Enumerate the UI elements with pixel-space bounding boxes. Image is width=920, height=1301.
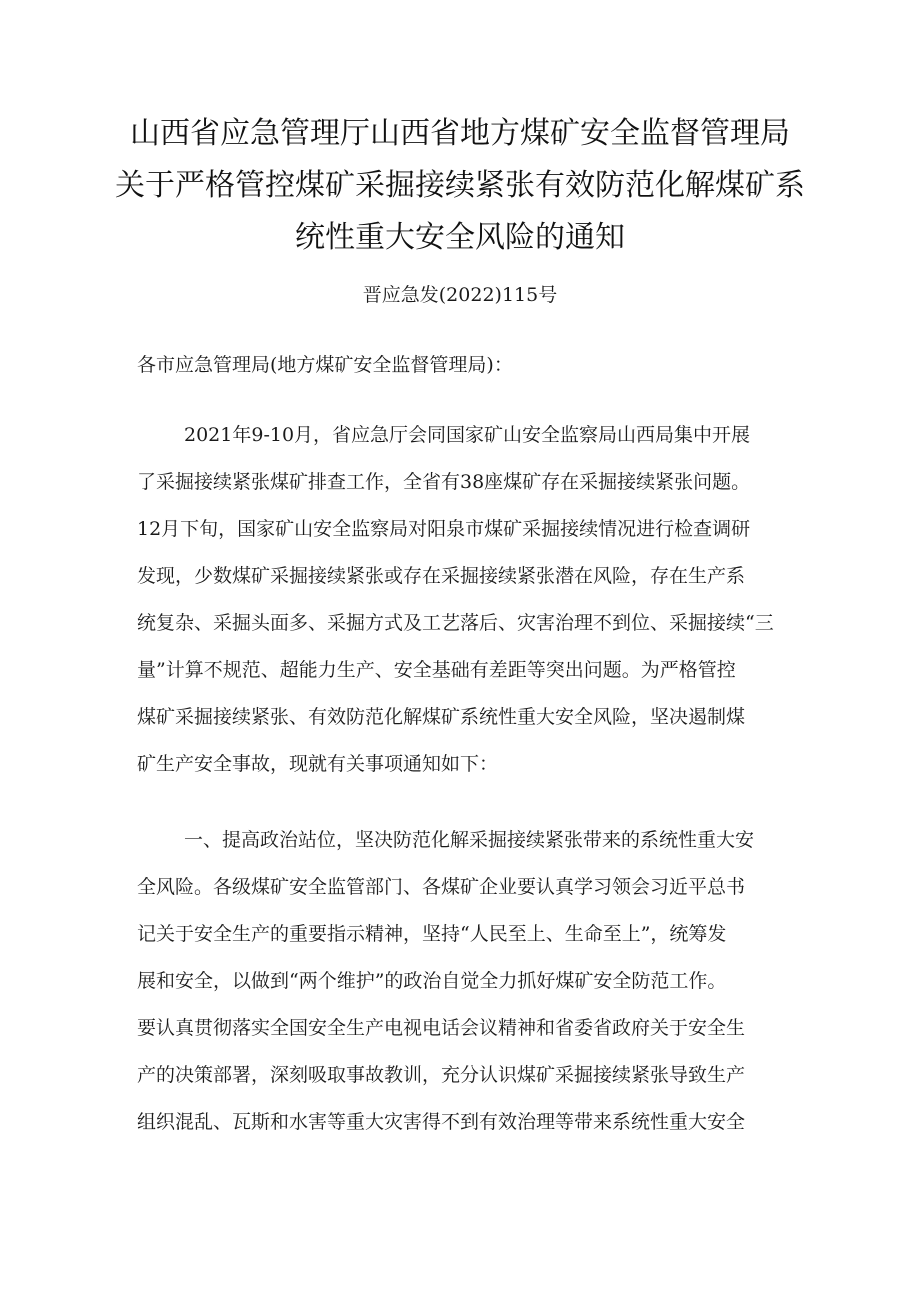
paragraph-2-line: 组织混乱、瓦斯和水害等重大灾害得不到有效治理等带来系统性重大安全 bbox=[137, 1111, 746, 1133]
paragraph-2-line: 展和安全，以做到“两个维护”的政治自觉全力抓好煤矿安全防范工作。 bbox=[137, 970, 727, 992]
paragraph-2-line: 一、提高政治站位，坚决防范化解采掘接续紧张带来的系统性重大安 bbox=[184, 829, 755, 851]
document-title-line-2: 关于严格管控煤矿采掘接续紧张有效防范化解煤矿系 bbox=[115, 168, 805, 203]
paragraph-1-line: 了采掘接续紧张煤矿排查工作，全省有38座煤矿存在采掘接续紧张问题。 bbox=[137, 471, 751, 493]
document-title-line-3: 统性重大安全风险的通知 bbox=[295, 220, 625, 255]
addressee: 各市应急管理局(地方煤矿安全监督管理局)： bbox=[137, 354, 513, 376]
paragraph-2-line: 记关于安全生产的重要指示精神，坚持“人民至上、生命至上”，统筹发 bbox=[137, 923, 727, 945]
paragraph-2-line: 产的决策部署，深刻吸取事故教训，充分认识煤矿采掘接续紧张导致生产 bbox=[137, 1064, 746, 1086]
paragraph-1-line: 矿生产安全事故，现就有关事项通知如下： bbox=[137, 753, 499, 775]
paragraph-2-line: 要认真贯彻落实全国安全生产电视电话会议精神和省委省政府关于安全生 bbox=[137, 1017, 746, 1039]
paragraph-1-line: 统复杂、采掘头面多、采掘方式及工艺落后、灾害治理不到位、采掘接续“三 bbox=[137, 612, 774, 634]
paragraph-1-line: 煤矿采掘接续紧张、有效防范化解煤矿系统性重大安全风险，坚决遏制煤 bbox=[137, 706, 746, 728]
paragraph-1-line: 发现，少数煤矿采掘接续紧张或存在采掘接续紧张潜在风险，存在生产系 bbox=[137, 565, 746, 587]
paragraph-1-line: 量”计算不规范、超能力生产、安全基础有差距等突出问题。为严格管控 bbox=[137, 659, 736, 681]
paragraph-1-line: 2021年9-10月，省应急厅会同国家矿山安全监察局山西局集中开展 bbox=[184, 424, 751, 446]
paragraph-1-line: 12月下旬，国家矿山安全监察局对阳泉市煤矿采掘接续情况进行检查调研 bbox=[137, 518, 751, 540]
document-title-line-1: 山西省应急管理厅山西省地方煤矿安全监督管理局 bbox=[130, 116, 790, 151]
paragraph-2-line: 全风险。各级煤矿安全监管部门、各煤矿企业要认真学习领会习近平总书 bbox=[137, 876, 746, 898]
document-number: 晋应急发(2022)115号 bbox=[362, 284, 558, 306]
